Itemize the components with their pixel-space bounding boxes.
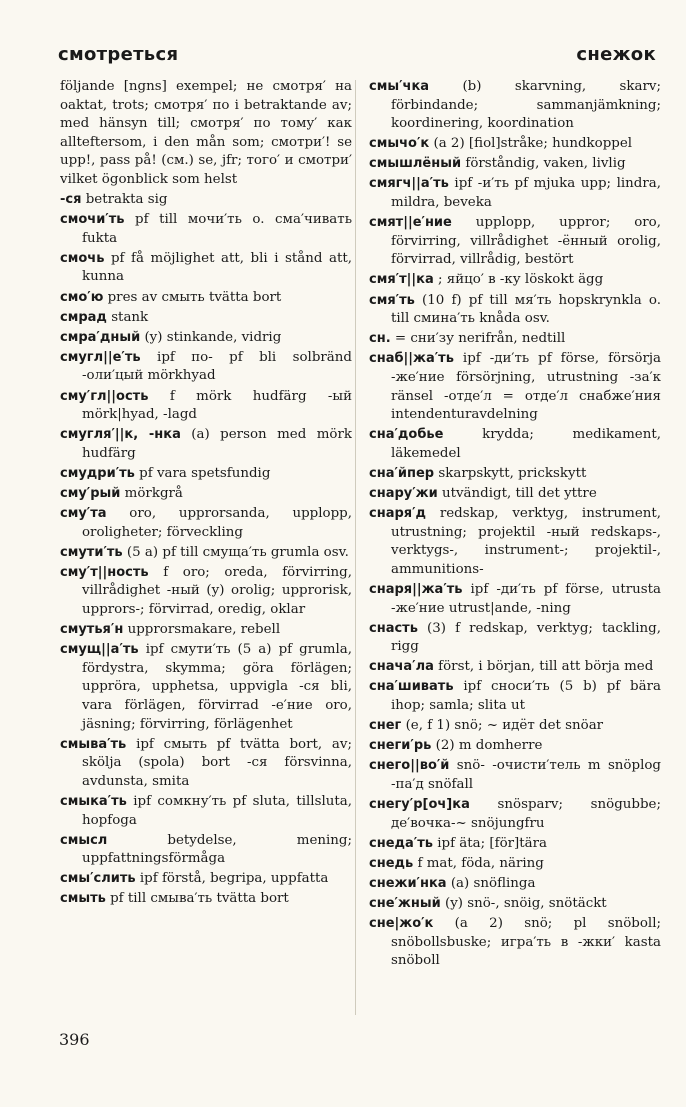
dictionary-entry: [60, 564, 352, 620]
entry-text: ipf по- pf bli solbränd -оли′цый mörkhyad: [82, 349, 352, 384]
dictionary-entry: [60, 870, 352, 889]
entry-headword: сму′рый: [60, 485, 121, 501]
entry-headword: смочи′ть: [60, 212, 125, 228]
entry-headword: смугля′||к, -нка: [60, 427, 181, 443]
entry-text: (y) stinkande, vidrig: [144, 329, 282, 345]
entry-text: utvändigt, till det yttre: [441, 485, 597, 501]
dictionary-entry: [369, 835, 661, 854]
dictionary-entry: [60, 191, 352, 210]
entry-text: ipf смути′ть (5 a) pf grumla, fördystra, skymma; göra förlägen; uppröra, upphetsa, uppvigla -ся bli, vara förlägen, förvirrad -е′ние oro, jäsning; förvirring, förlägenhet: [82, 642, 352, 732]
entry-text: (5 a) pf till смуща′ть grumla osv.: [126, 544, 349, 560]
dictionary-entry: [369, 175, 661, 212]
entry-headword: смудри′ть: [60, 465, 135, 481]
entry-headword: сму′гл||ость: [60, 388, 149, 404]
dictionary-entry: [60, 426, 352, 463]
dictionary-entry: [369, 717, 661, 736]
entry-text: krydda; medikament, läkemedel: [391, 427, 661, 461]
entry-text: mörkgrå: [124, 485, 183, 501]
dictionary-entry: [60, 465, 352, 484]
entry-text: (y) snö-, snöig, snötäckt: [444, 895, 607, 911]
dictionary-entry: [60, 505, 352, 542]
entry-headword: сна′добье: [369, 427, 444, 443]
entry-headword: смы′слить: [60, 871, 136, 887]
dictionary-entry: [60, 329, 352, 348]
dictionary-entry: [369, 875, 661, 894]
dictionary-entry: [369, 620, 661, 657]
entry-headword: снаб||жа′ть: [369, 351, 454, 367]
dictionary-entry: [60, 289, 352, 308]
entry-text: ipf смыть pf tvätta bort, av; skölja (spola) bort -ся försvinna, avdunsta, smita: [82, 736, 352, 789]
entry-text: pf till мочи′ть o. сма′чивать fukta: [82, 212, 352, 246]
entry-headword: смысл: [60, 832, 108, 848]
entry-text: betydelse, mening; uppfattningsförmåga: [82, 832, 352, 867]
entry-headword: смят||е′ние: [369, 215, 452, 231]
dictionary-entry: [369, 292, 661, 329]
dictionary-entry: [60, 736, 352, 792]
dictionary-entry: [369, 895, 661, 914]
entry-text: upprorsmakare, rebell: [127, 622, 281, 638]
dictionary-entry: [369, 581, 661, 618]
dictionary-entry: [60, 78, 352, 190]
entry-text: ipf сноси′ть (5 b) pf bära ihop; samla; slita ut: [391, 679, 661, 713]
entry-headword: снежи′нка: [369, 875, 447, 891]
entry-headword: смути′ть: [60, 544, 123, 560]
entry-text: (a) person med mörk hudfärg: [82, 427, 352, 461]
entry-text: (e, f 1) snö; ~ идёт det snöar: [405, 718, 604, 734]
entry-headword: снаря′д: [369, 506, 427, 522]
entry-headword: сна′шивать: [369, 679, 454, 695]
entry-headword: сн.: [369, 331, 391, 347]
entry-headword: смра′дный: [60, 329, 141, 345]
entry-headword: сне′жный: [369, 895, 441, 911]
dictionary-entry: [369, 505, 661, 579]
dictionary-entry: [60, 544, 352, 563]
entry-headword: смя′т||ка: [369, 272, 434, 288]
entry-text: pf få möjlighet att, bli i stånd att, kunna: [82, 250, 352, 285]
entry-headword: смышлёный: [369, 156, 462, 172]
entry-text: pf vara spetsfundig: [139, 465, 271, 481]
dictionary-entry: [369, 678, 661, 715]
entry-text: ipf -ди′ть pf förse, utrusta -же′ние utrust|ande, -ning: [391, 581, 661, 616]
dictionary-entry: [369, 135, 661, 154]
entry-text: skarpskytt, prickskytt: [438, 465, 587, 481]
dictionary-entry: [60, 621, 352, 640]
entry-headword: смрад: [60, 309, 107, 325]
entry-headword: снего||во′й: [369, 758, 450, 774]
page-number: 396: [59, 1030, 90, 1049]
entry-text: (3) f redskap, verktyg; tackling, rigg: [391, 620, 661, 655]
entry-headword: сму′т||ность: [60, 564, 149, 580]
dictionary-entry: [60, 832, 352, 869]
dictionary-entry: [60, 793, 352, 830]
dictionary-entry: [369, 426, 661, 463]
running-head-right: снежок: [576, 44, 656, 65]
dictionary-entry: [369, 465, 661, 484]
entry-headword: сне|жо′к: [369, 916, 434, 932]
dictionary-entry: [369, 271, 661, 290]
entry-headword: снасть: [369, 620, 418, 636]
entry-headword: смягч||а′ть: [369, 176, 449, 192]
entry-text: följande [ngns] exempel; не смотря′ на oaktat, trots; смотря′ по i betraktande av; med hänsyn till; смотря′ по тому′ как allteftersom, i den mån som; смотри′! se upp!, pass på! (см.) se, jfr; того′ и смотри′ vilket ögonblick som helst: [60, 79, 352, 187]
entry-text: f mörk hudfärg -ый mörk|hyad, -lagd: [82, 388, 352, 423]
entry-text: förståndig, vaken, livlig: [465, 156, 626, 172]
entry-headword: смыка′ть: [60, 793, 127, 809]
dictionary-entry: [369, 737, 661, 756]
entry-text: (b) skarvning, skarv; förbindande; sammanjämkning; koordinering, koordination: [391, 79, 661, 132]
entry-headword: снедь: [369, 855, 414, 871]
running-head-left: смотреться: [58, 44, 179, 65]
entry-headword: смущ||а′ть: [60, 642, 139, 658]
dictionary-entry: [60, 349, 352, 386]
dictionary-entry: [60, 211, 352, 248]
entry-headword: смочь: [60, 250, 105, 266]
entry-headword: смя′ть: [369, 292, 415, 308]
entry-headword: смыть: [60, 891, 106, 907]
dictionary-entry: [60, 641, 352, 734]
entry-text: pf till смыва′ть tvätta bort: [110, 891, 289, 907]
entry-headword: смугл||е′ть: [60, 349, 141, 365]
entry-headword: смычо′к: [369, 136, 430, 152]
entry-text: redskap, verktyg, instrument, utrustning; projektil -ный redskaps-, verktygs-, instrument-; projektil-, ammunitions-: [391, 506, 661, 577]
dictionary-entry: [369, 214, 661, 270]
entry-headword: снаря||жа′ть: [369, 581, 463, 597]
dictionary-entry: [60, 890, 352, 909]
entry-text: f mat, föda, näring: [417, 855, 544, 871]
dictionary-entry: [369, 78, 661, 134]
entry-text: betrakta sig: [85, 192, 168, 208]
entry-headword: снеги′рь: [369, 738, 432, 754]
entry-text: ; яйцо′ в -ку löskokt ägg: [438, 272, 604, 288]
entry-headword: смутья′н: [60, 622, 124, 638]
dictionary-entry: [369, 155, 661, 174]
entry-headword: снеда′ть: [369, 835, 433, 851]
page-header: [58, 44, 656, 68]
entry-text: oro, upprorsanda, upplopp, oroligheter; förveckling: [82, 506, 352, 540]
entry-headword: смы′чка: [369, 79, 430, 94]
dictionary-entry: [369, 796, 661, 833]
entry-text: ipf äta; [för]tära: [437, 835, 548, 851]
entry-headword: смо′ю: [60, 289, 104, 305]
dictionary-entry: [369, 485, 661, 504]
dictionary-entry: [60, 250, 352, 287]
entry-text: (a 2) [fiol]stråke; hundkoppel: [433, 136, 633, 152]
entry-text: snösparv; snögubbe; де′вочка-~ snöjungfru: [391, 796, 661, 831]
dictionary-entry: [60, 388, 352, 425]
entry-headword: снару′жи: [369, 485, 438, 501]
dictionary-entry: [369, 855, 661, 874]
entry-headword: сму′та: [60, 506, 107, 522]
entry-text: ipf -ди′ть pf förse, försörja -же′ние försörjning, utrustning -за′к ränsel -отде′л = отде′л снабже′ния intendenturavdelning: [391, 351, 661, 423]
dictionary-entry: [369, 915, 661, 971]
entry-text: först, i början, till att börja med: [438, 659, 654, 675]
entry-text: (10 f) pf till мя′ть hopskrynkla o. till смина′ть knåda osv.: [391, 292, 661, 327]
dictionary-entry: [369, 757, 661, 794]
entry-text: ipf förstå, begripa, uppfatta: [139, 871, 329, 887]
entry-headword: снача′ла: [369, 659, 434, 675]
dictionary-entry: [60, 309, 352, 328]
entry-text: f oro; oreda, förvirring, villrådighet -ный (y) orolig; upprorisk, upprors-; förvirrad, oredig, oklar: [82, 564, 352, 618]
dictionary-entry: [60, 485, 352, 504]
entry-headword: снег: [369, 718, 402, 734]
entry-text: pres av смыть tvätta bort: [107, 289, 282, 305]
dictionary-entry: [369, 350, 661, 424]
entry-text: (a) snöflinga: [450, 875, 536, 891]
left-column: [60, 78, 352, 1018]
dictionary-entry: [369, 330, 661, 349]
entry-text: upplopp, uppror; oro, förvirring, villrådighet -ённый orolig, förvirrad, villrådig, bestört: [391, 215, 661, 268]
entry-text: (a 2) snö; pl snöboll; snöbollsbuske; игра′ть в -жки′ kasta snöboll: [391, 916, 661, 969]
entry-text: ipf -и′ть pf mjuka upp; lindra, mildra, beveka: [391, 176, 661, 211]
entry-text: (2) m domherre: [435, 738, 543, 754]
entry-text: = сни′зу nerifrån, nedtill: [394, 331, 566, 347]
entry-text: ipf сомкну′ть pf sluta, tillsluta, hopfoga: [82, 793, 352, 828]
entry-headword: смыва′ть: [60, 736, 127, 752]
entry-text: snö- -очисти′тель m snöplog -па′д snöfall: [391, 758, 661, 792]
entry-text: stank: [111, 309, 149, 325]
entry-headword: снегу′р[оч]ка: [369, 796, 470, 812]
entry-headword: сна′йпер: [369, 465, 435, 481]
column-divider: [355, 80, 356, 1015]
entry-headword: -ся: [60, 192, 82, 208]
right-column: [369, 78, 661, 1018]
dictionary-entry: [369, 658, 661, 677]
